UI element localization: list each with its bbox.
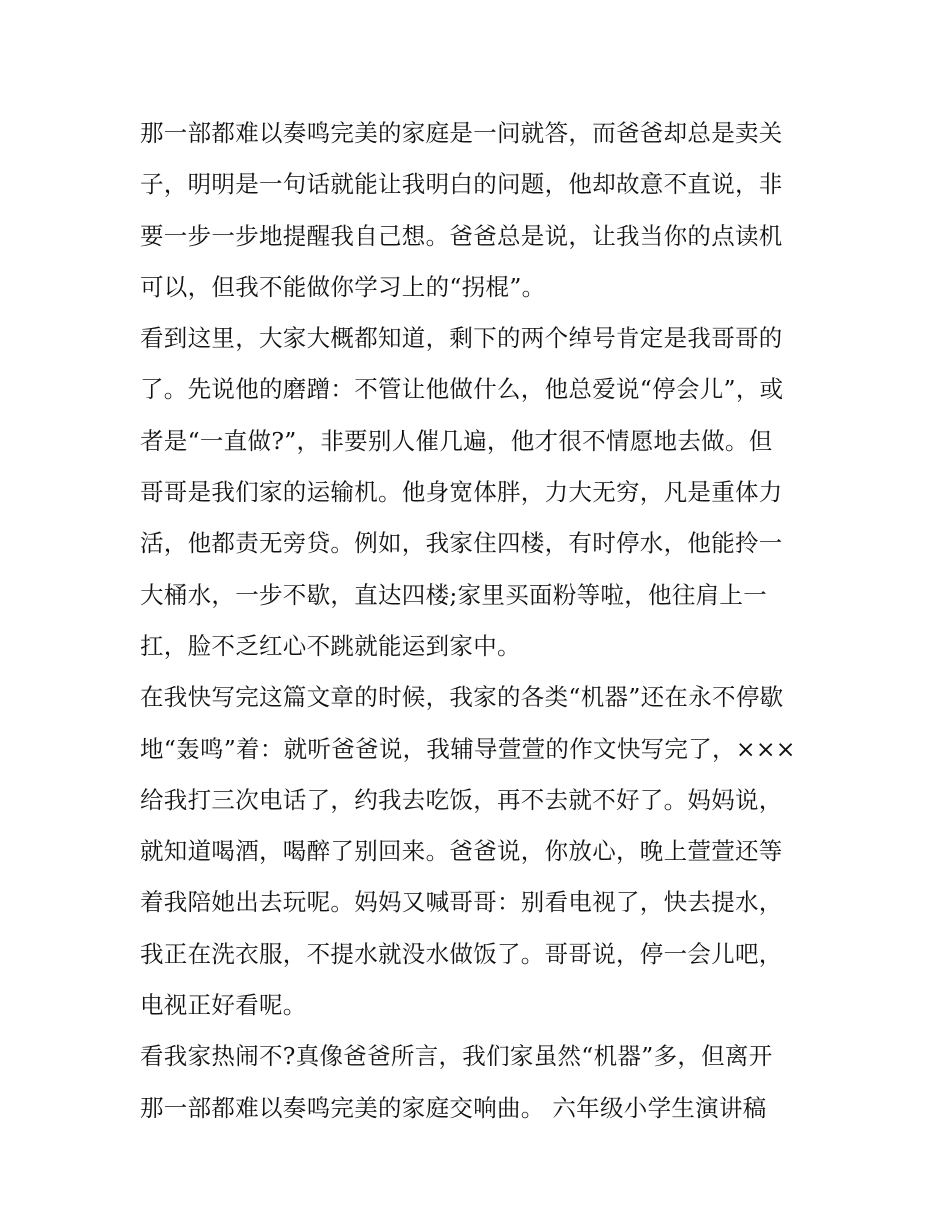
document-body [140, 108, 820, 1134]
text-line: 我正在洗衣服，不提水就没水做饭了。哥哥说，停一会儿吧， [140, 939, 783, 968]
text-line: 给我打三次电话了，约我去吃饭，再不去就不好了。妈妈说， [140, 785, 783, 814]
text-line: 活，他都责无旁贷。例如，我家住四楼，有时停水，他能拎一 [140, 529, 783, 558]
text-line: 地“轰鸣”着：就听爸爸说，我辅导萱萱的作文快写完了，××× [140, 734, 796, 763]
text-line: 就知道喝酒，喝醉了别回来。爸爸说，你放心，晚上萱萱还等 [140, 837, 783, 866]
text-line: 那一部都难以奏鸣完美的家庭交响曲。 六年级小学生演讲稿 [140, 1093, 767, 1122]
text-line: 子，明明是一句话就能让我明白的问题，他却故意不直说，非 [140, 170, 783, 199]
text-line: 着我陪她出去玩呢。妈妈又喊哥哥：别看电视了，快去提水， [140, 888, 783, 917]
text-line: 扛，脸不乏红心不跳就能运到家中。 [140, 631, 521, 660]
text-line: 可以，但我不能做你学习上的“拐棍”。 [140, 272, 546, 301]
text-line: 要一步一步地提醒我自己想。爸爸总是说，让我当你的点读机 [140, 221, 783, 250]
text-line: 哥哥是我们家的运输机。他身宽体胖，力大无穷，凡是重体力 [140, 478, 783, 507]
text-line: 那一部都难以奏鸣完美的家庭是一问就答，而爸爸却总是卖关 [140, 119, 783, 147]
text-line: 看我家热闹不?真像爸爸所言，我们家虽然“机器”多，但离开 [140, 1042, 773, 1071]
text-line: 者是“一直做?”，非要别人催几遍，他才很不情愿地去做。但 [140, 426, 773, 455]
text-line: 大桶水，一步不歇，直达四楼;家里买面粉等啦，他往肩上一 [140, 580, 768, 609]
text-line: 在我快写完这篇文章的时候，我家的各类“机器”还在永不停歇 [140, 683, 784, 712]
text-line: 看到这里，大家大概都知道，剩下的两个绰号肯定是我哥哥的 [140, 324, 783, 353]
text-line: 了。先说他的磨蹭：不管让他做什么，他总爱说“停会儿”，或 [140, 375, 784, 404]
text-line: 电视正好看呢。 [140, 991, 307, 1020]
